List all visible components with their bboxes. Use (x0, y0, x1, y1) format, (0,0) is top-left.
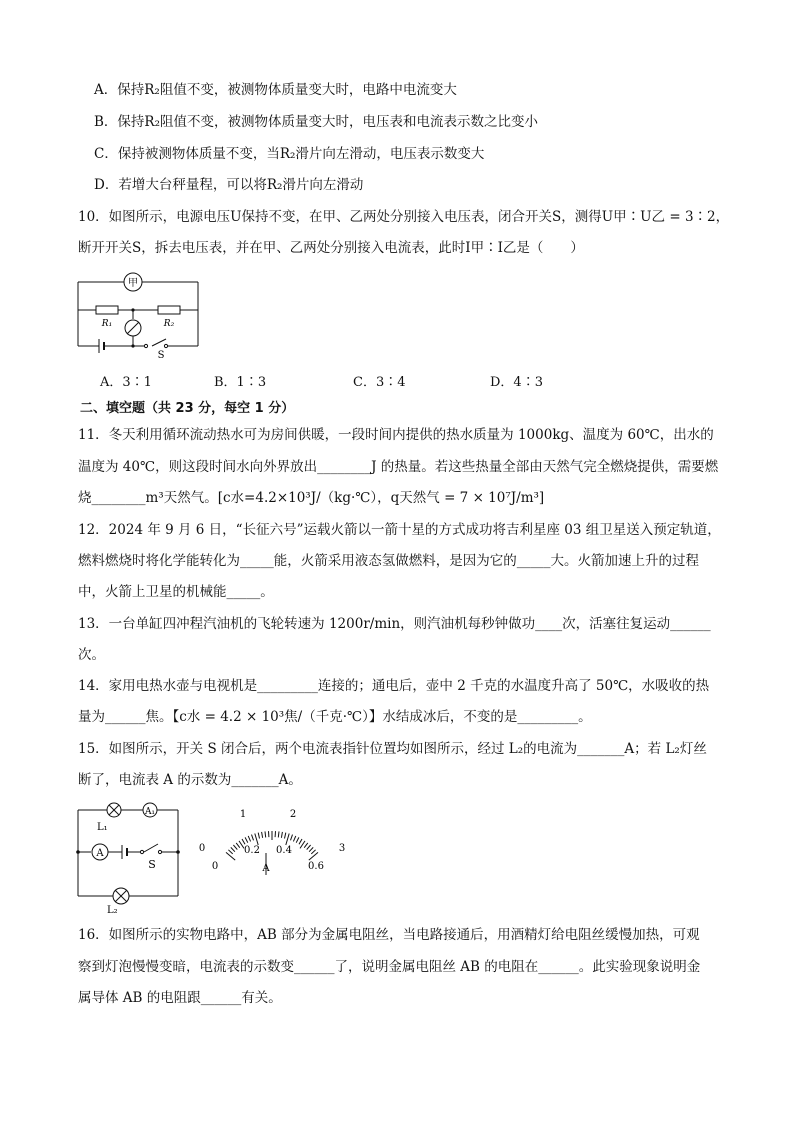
dial-tick (226, 852, 235, 860)
dial-tick (252, 835, 254, 841)
q11-line-3: 烧________m³天然气。[c水=4.2×10³J/（kg·℃），q天然气 = 7 × 10⁷J/m³] (78, 490, 545, 506)
dial-tick (293, 836, 295, 842)
choice-b: B．1∶3 (214, 375, 267, 390)
dial-small-0: 0 (211, 861, 219, 872)
dial-tick (262, 832, 263, 838)
q15-circuit-diagram (74, 800, 184, 915)
dial-big-1: 1 (239, 809, 247, 820)
dial-tick (258, 833, 259, 839)
dial-big-3: 3 (338, 843, 346, 854)
q15-line-1: 15．如图所示，开关 S 闭合后，两个电流表指针位置均如图所示，经过 L₂的电流为_______A；若 L₂灯丝 (78, 741, 707, 757)
option-c: C．保持被测物体质量不变，当R₂滑片向左滑动，电压表示数变大 (94, 146, 485, 162)
dial-tick (228, 850, 232, 854)
section-heading: 二、填空题（共 23 分，每空 1 分） (80, 401, 295, 416)
q14-line-2: 量为______焦。【c水 = 4.2 × 10³焦/（千克·℃）】水结成冰后，不变的是_________。 (78, 709, 592, 725)
q12-line-3: 中，火箭上卫星的机械能_____。 (78, 584, 274, 600)
dial-tick (285, 833, 286, 839)
option-b: B．保持R₂阻值不变，被测物体质量变大时，电压表和电流表示数之比变小 (94, 114, 538, 130)
dial-tick (242, 839, 245, 844)
dial-tick (309, 847, 313, 851)
q13-line-1: 13．一台单缸四冲程汽油机的飞轮转速为 1200r/min，则汽油机每秒钟做功____次，活塞往复运动______ (78, 616, 711, 632)
q11-line-2: 温度为 40℃，则这段时间水向外界放出________J 的热量。若这些热量全部由天然气完全燃烧提供，需要燃 (78, 459, 719, 475)
q10-line-1: 10．如图所示，电源电压U保持不变，在甲、乙两处分别接入电压表，闭合开关S，测得U甲∶U乙 = 3∶2， (78, 209, 730, 225)
dial-big-2: 2 (289, 809, 297, 820)
dial-tick (245, 837, 248, 842)
q16-line-2: 察到灯泡慢慢变暗，电流表的示数变______了，说明金属电阻丝 AB 的电阻在______。此实验现象说明金 (78, 959, 701, 975)
dial-tick (304, 843, 308, 848)
dial-tick (291, 835, 293, 841)
choice-c: C．3∶4 (353, 375, 406, 390)
dial-tick (233, 845, 237, 850)
dial-small-0-2: 0.2 (244, 845, 260, 856)
l2-label: L₂ (107, 905, 118, 915)
dial-big-0: 0 (198, 843, 206, 854)
dial-tick (307, 845, 311, 850)
meter-jia-label: 甲 (128, 278, 138, 289)
q13-line-2: 次。 (78, 647, 105, 663)
dial-tick (236, 843, 240, 848)
ammeter-a-label: A (96, 848, 104, 859)
choice-d: D．4∶3 (490, 375, 543, 390)
q12-line-1: 12．2024 年 9 月 6 日，“长征六号”运载火箭以一箭十星的方式成功将吉利星座 03 组卫星送入预定轨道， (78, 522, 721, 538)
q14-line-1: 14．家用电热水壶与电视机是_________连接的；通电后，壶中 2 千克的水温度升高了 50℃，水吸收的热 (78, 678, 710, 694)
dial-small-0-4: 0.4 (276, 845, 292, 856)
ammeter-dial (190, 805, 360, 885)
q12-line-2: 燃料燃烧时将化学能转化为_____能，火箭采用液态氢做燃料，是因为它的_____大。火箭加速上升的过程 (78, 553, 699, 569)
q16-line-1: 16．如图所示的实物电路中，AB 部分为金属电阻丝，当电路接通后，用酒精灯给电阻丝缓慢加热，可观 (78, 927, 700, 943)
dial-tick (281, 832, 282, 838)
switch-s-label: S (148, 858, 156, 871)
dial-tick (231, 847, 235, 851)
option-d: D．若增大台秤量程，可以将R₂滑片向左滑动 (94, 177, 364, 193)
dial-unit: A (262, 863, 270, 874)
switch-label: S (157, 350, 165, 360)
dial-tick (255, 834, 258, 846)
dial-tick (309, 852, 318, 860)
dial-small-0-6: 0.6 (308, 861, 324, 872)
dial-tick (286, 834, 289, 846)
dial-tick (265, 831, 266, 837)
r1-label: R₁ (101, 319, 113, 329)
dial-tick (248, 836, 250, 842)
q16-line-3: 属导体 AB 的电阻跟______有关。 (78, 990, 282, 1006)
l1-label: L₁ (97, 822, 108, 833)
q10-circuit-diagram (74, 268, 204, 360)
a1-label: A₁ (144, 807, 156, 817)
q11-line-1: 11．冬天利用循环流动热水可为房间供暖，一段时间内提供的热水质量为 1000kg、温度为 60℃，出水的 (78, 427, 714, 443)
dial-tick (311, 850, 315, 854)
dial-tick (299, 839, 302, 844)
option-a: A．保持R₂阻值不变，被测物体质量变大时，电路中电流变大 (94, 82, 457, 98)
dial-tick (278, 831, 279, 837)
q15-line-2: 断了，电流表 A 的示数为_______A。 (78, 772, 302, 788)
dial-tick (296, 837, 299, 842)
choice-a: A．3∶1 (100, 375, 152, 390)
q10-line-2: 断开开关S，拆去电压表，并在甲、乙两处分别接入电流表，此时I甲∶I乙是（ ） (78, 240, 584, 256)
r2-label: R₂ (163, 319, 175, 329)
